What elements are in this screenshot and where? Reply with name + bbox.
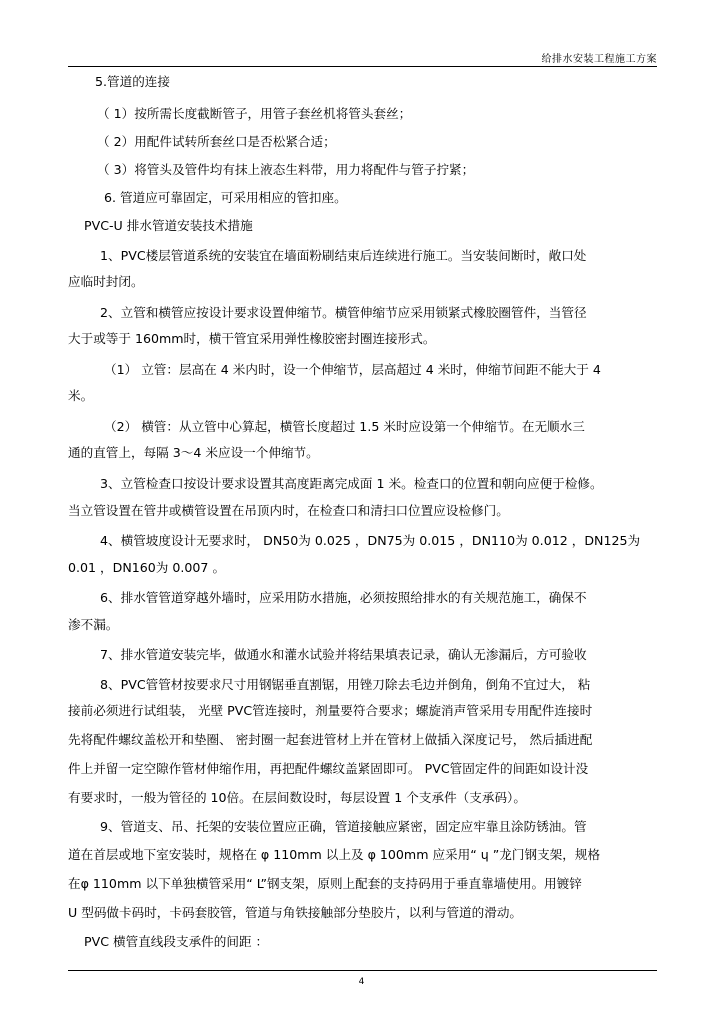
body-line: 当立管设置在管井或横管设置在吊顶内时，在检查口和清扫口位置应设检修门。 xyxy=(68,503,509,518)
body-line: 米。 xyxy=(68,388,94,403)
body-line: 6. 管道应可靠固定，可采用相应的管扣座。 xyxy=(104,190,347,205)
body-line: 应临时封闭。 xyxy=(68,274,144,289)
body-line: 在φ 110mm 以下单独横管采用“ L”钢支架，原则上配套的支持码用于垂直靠墙使用。用镀锌 xyxy=(68,876,582,891)
body-line: 有要求时，一般为管径的 10倍。在层间数设时，每层设置 1 个支承件（支承码）。 xyxy=(68,790,526,805)
body-line: 大于或等于 160mm时，横干管宜采用弹性橡胶密封圈连接形式。 xyxy=(68,331,436,346)
body-line: 6、排水管管道穿越外墙时，应采用防水措施，必须按照给排水的有关规范施工，确保不 xyxy=(100,590,587,605)
body-line: （2） 横管：从立管中心算起，横管长度超过 1.5 米时应设第一个伸缩节。在无顺水三 xyxy=(104,419,585,434)
body-line: U 型码做卡码时，卡码套胶管，管道与角铁接触部分垫胶片，以利与管道的滑动。 xyxy=(68,905,523,920)
body-line: PVC 横管直线段支承件的间距 ： xyxy=(84,934,269,949)
body-line: 通的直管上，每隔 3～4 米应设一个伸缩节。 xyxy=(68,445,319,460)
body-line: 0.01 ，DN160为 0.007 。 xyxy=(68,560,226,575)
body-line: 接前必须进行试组装， 光壁 PVC管连接时，剂量要符合要求；螺旋消声管采用专用配件连接时 xyxy=(68,703,593,718)
body-line: 2、立管和横管应按设计要求设置伸缩节。横管伸缩节应采用锁紧式橡胶圈管件，当管径 xyxy=(100,305,587,320)
header-title: 给排水安装工程施工方案 xyxy=(541,54,657,65)
body-line: 9、管道支、吊、托架的安装位置应正确，管道接触应紧密，固定应牢靠且涂防锈油。管 xyxy=(100,819,587,834)
body-line: 7、排水管道安装完毕，做通水和灌水试验并将结果填表记录，确认无渗漏后，方可验收 xyxy=(100,647,587,662)
body-line: 8、PVC管管材按要求尺寸用钢锯垂直割锯，用锉刀除去毛边并倒角，倒角不宜过大， 粘 xyxy=(100,677,591,692)
body-line: 先将配件螺纹盖松开和垫圈、 密封圈一起套进管材上并在管材上做插入深度记号， 然后插进配 xyxy=(68,732,593,747)
body-line: （1） 立管：层高在 4 米内时，设一个伸缩节，层高超过 4 米时，伸缩节间距不能大于 4 xyxy=(104,362,601,377)
body-line: 3、立管检查口按设计要求设置其高度距离完成面 1 米。检查口的位置和朝向应便于检修。 xyxy=(100,476,603,491)
body-line: （ 3）将管头及管件均有抹上液态生料带，用力将配件与管子拧紧； xyxy=(97,162,475,177)
body-line: 道在首层或地下室安装时，规格在 φ 110mm 以上及 φ 100mm 应采用“ ɥ ”龙门钢支架，规格 xyxy=(68,847,601,862)
section-heading-pipe-connection: 5.管道的连接 xyxy=(95,74,170,89)
section-heading-pvcu: PVC-U 排水管道安装技术措施 xyxy=(84,218,253,233)
body-line: （ 1）按所需长度截断管子，用管子套丝机将管头套丝； xyxy=(97,106,412,121)
page-header xyxy=(68,50,657,67)
body-line: 件上并留一定空隙作管材伸缩作用，再把配件螺纹盖紧固即可。 PVC管固定件的间距如设计没 xyxy=(68,761,589,776)
page-number: 4 xyxy=(358,977,365,987)
footer-rule xyxy=(68,970,657,971)
body-line: 1、PVC楼层管道系统的安装宜在墙面粉刷结束后连续进行施工。当安装间断时，敞口处 xyxy=(100,248,587,263)
body-line: （ 2）用配件试转所套丝口是否松紧合适； xyxy=(97,134,336,149)
body-line: 渗不漏。 xyxy=(68,617,119,632)
body-line: 4、横管坡度设计无要求时， DN50为 0.025 ，DN75为 0.015 ，DN110为 0.012 ，DN125为 xyxy=(100,533,641,548)
